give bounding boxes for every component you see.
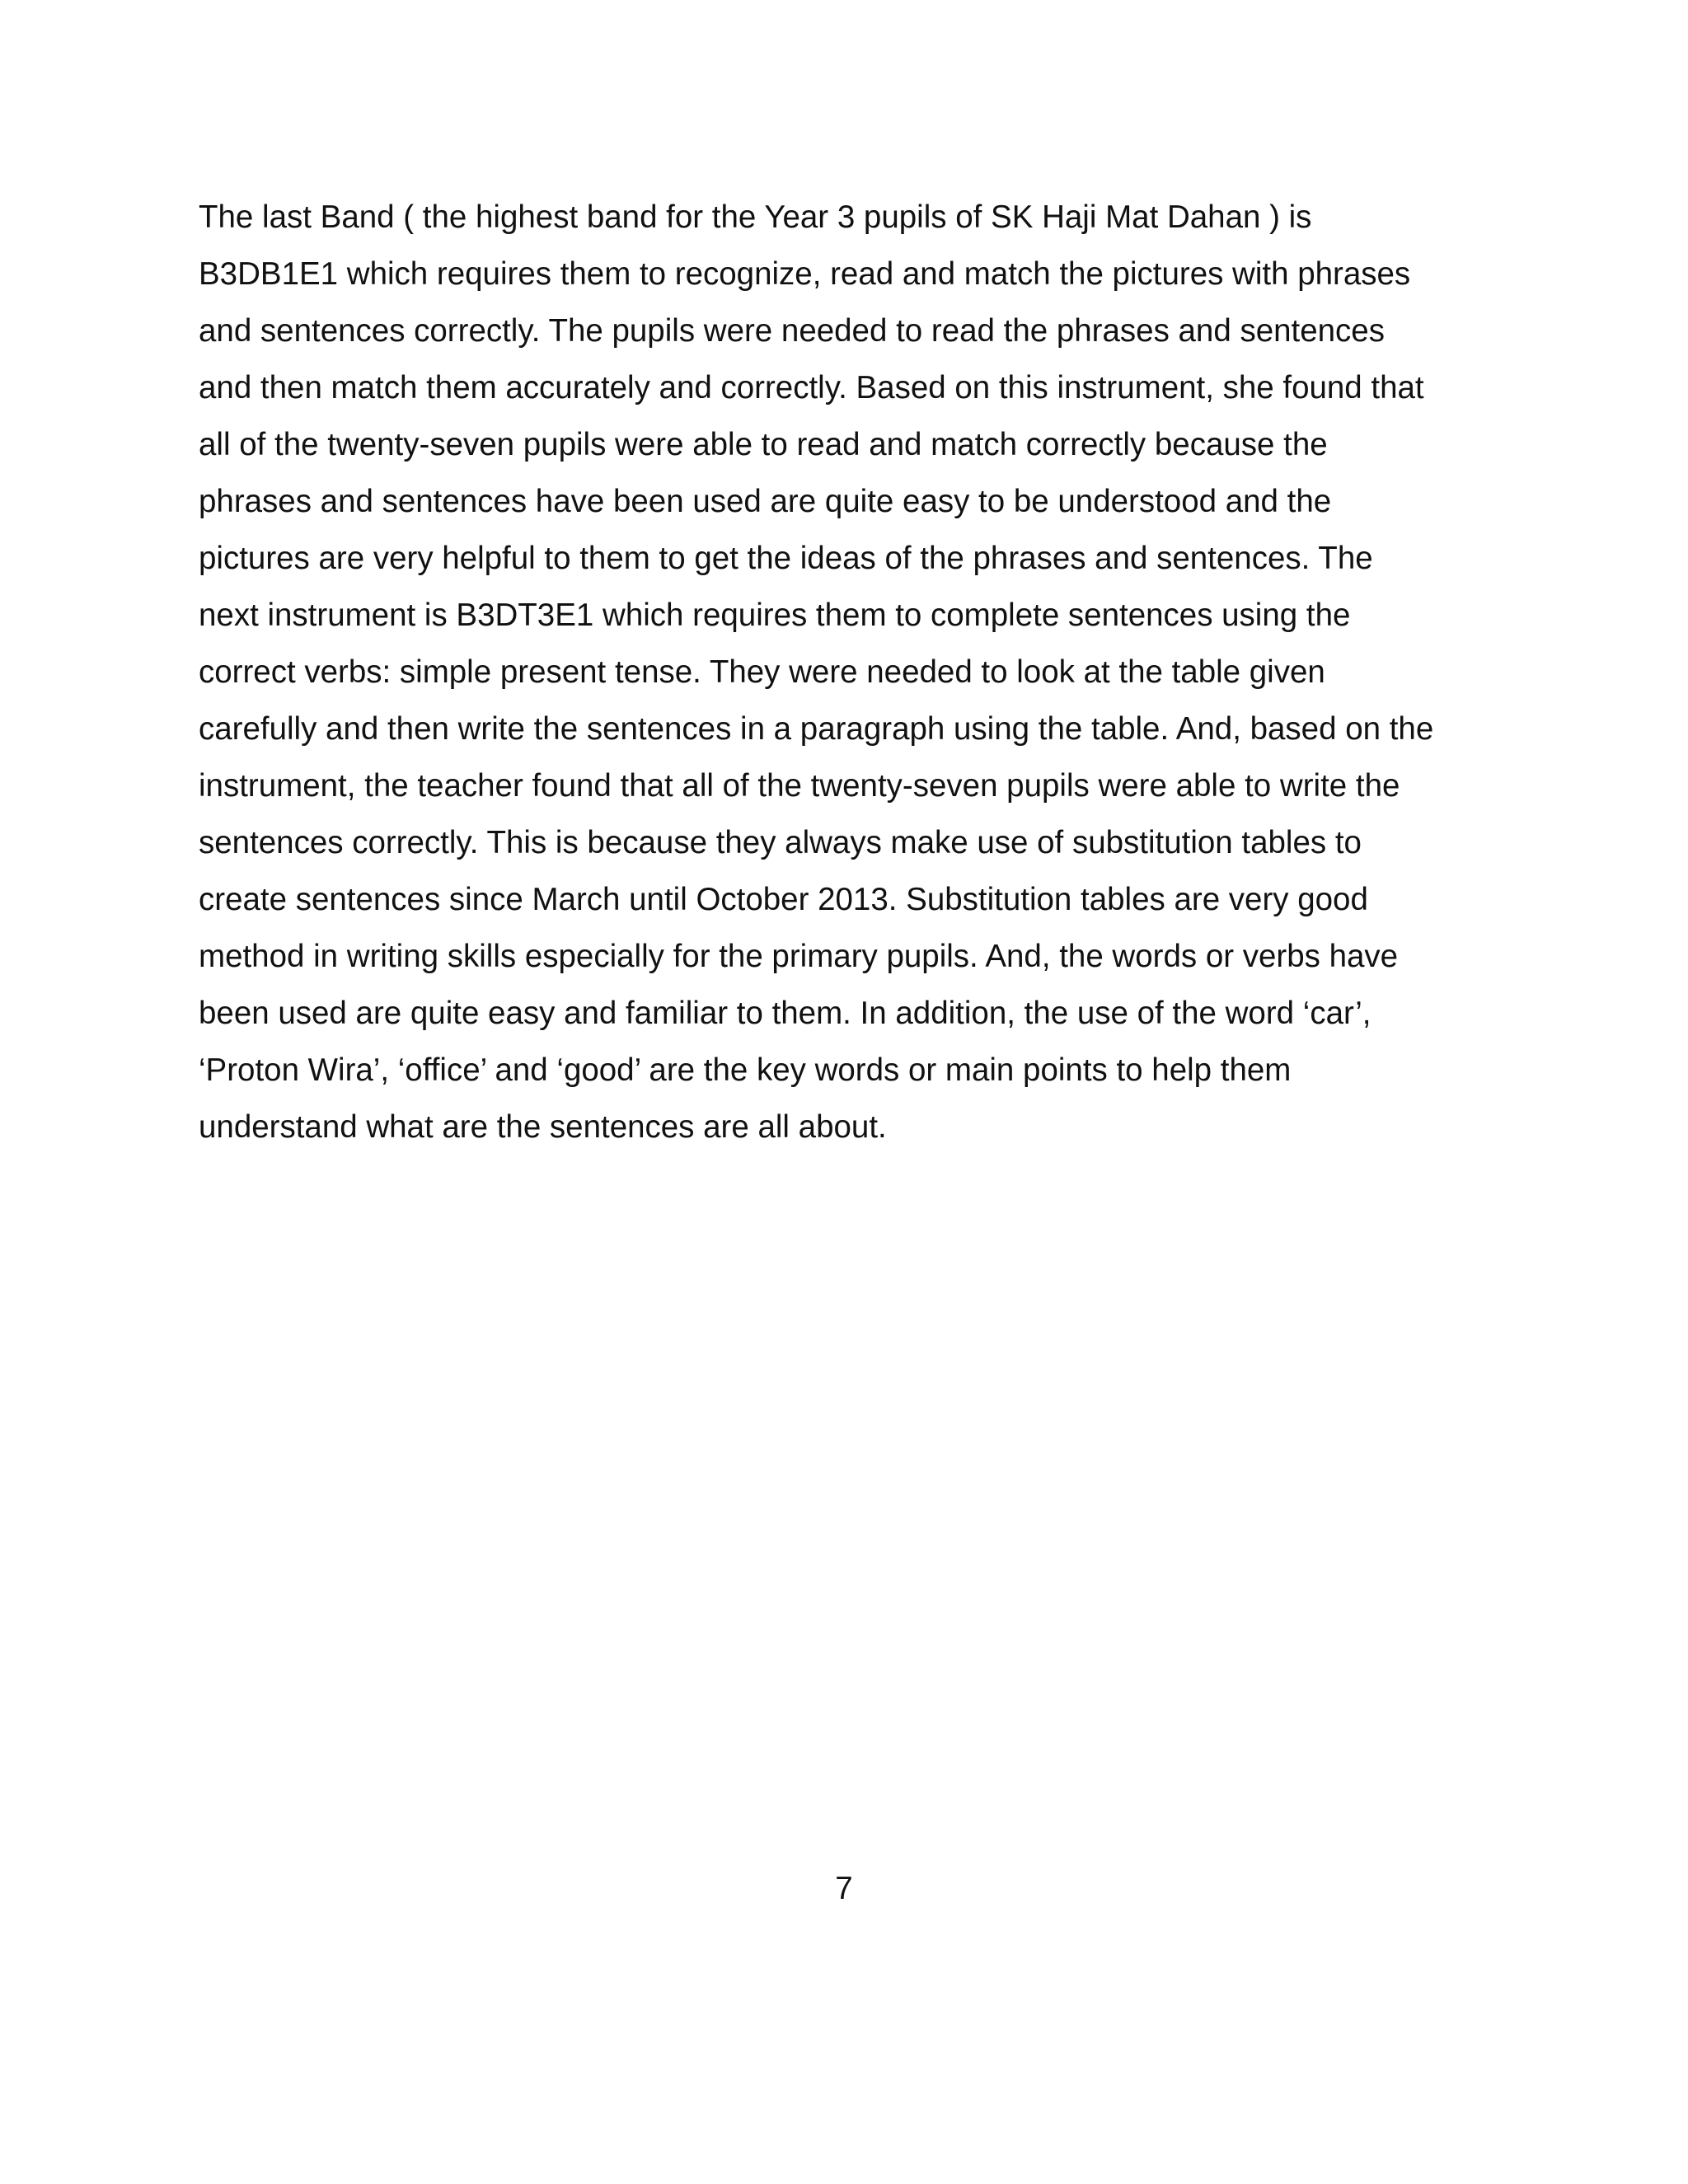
paragraph-line: all of the twenty-seven pupils were able to read and match correctly because the	[199, 427, 1328, 462]
paragraph-line: sentences correctly. This is because they always make use of substitution tables to	[199, 825, 1362, 860]
paragraph-line: pictures are very helpful to them to get the ideas of the phrases and sentences. The	[199, 541, 1373, 576]
paragraph-line: been used are quite easy and familiar to them. In addition, the use of the word ‘car’,	[199, 996, 1372, 1031]
paragraph-line: correct verbs: simple present tense. They were needed to look at the table given	[199, 654, 1325, 690]
paragraph-line: create sentences since March until October 2013. Substitution tables are very good	[199, 882, 1368, 917]
paragraph-line: instrument, the teacher found that all of the twenty-seven pupils were able to write the	[199, 768, 1400, 804]
paragraph-line: B3DB1E1 which requires them to recognize, read and match the pictures with phrases	[199, 256, 1411, 292]
paragraph-line: phrases and sentences have been used are quite easy to be understood and the	[199, 484, 1332, 519]
paragraph-line: next instrument is B3DT3E1 which requires them to complete sentences using the	[199, 598, 1351, 633]
page-number: 7	[835, 1871, 853, 1906]
paragraph-line: carefully and then write the sentences in a paragraph using the table. And, based on the	[199, 711, 1434, 747]
paragraph-line: understand what are the sentences are all about.	[199, 1109, 887, 1145]
body-paragraph	[199, 189, 1517, 1155]
paragraph-line: and then match them accurately and correctly. Based on this instrument, she found that	[199, 370, 1424, 405]
paragraph-line: The last Band ( the highest band for the Year 3 pupils of SK Haji Mat Dahan ) is	[199, 199, 1312, 235]
paragraph-line: method in writing skills especially for the primary pupils. And, the words or verbs have	[199, 939, 1399, 974]
paragraph-line: ‘Proton Wira’, ‘office’ and ‘good’ are the key words or main points to help them	[199, 1052, 1292, 1088]
paragraph-line: and sentences correctly. The pupils were needed to read the phrases and sentences	[199, 313, 1385, 349]
